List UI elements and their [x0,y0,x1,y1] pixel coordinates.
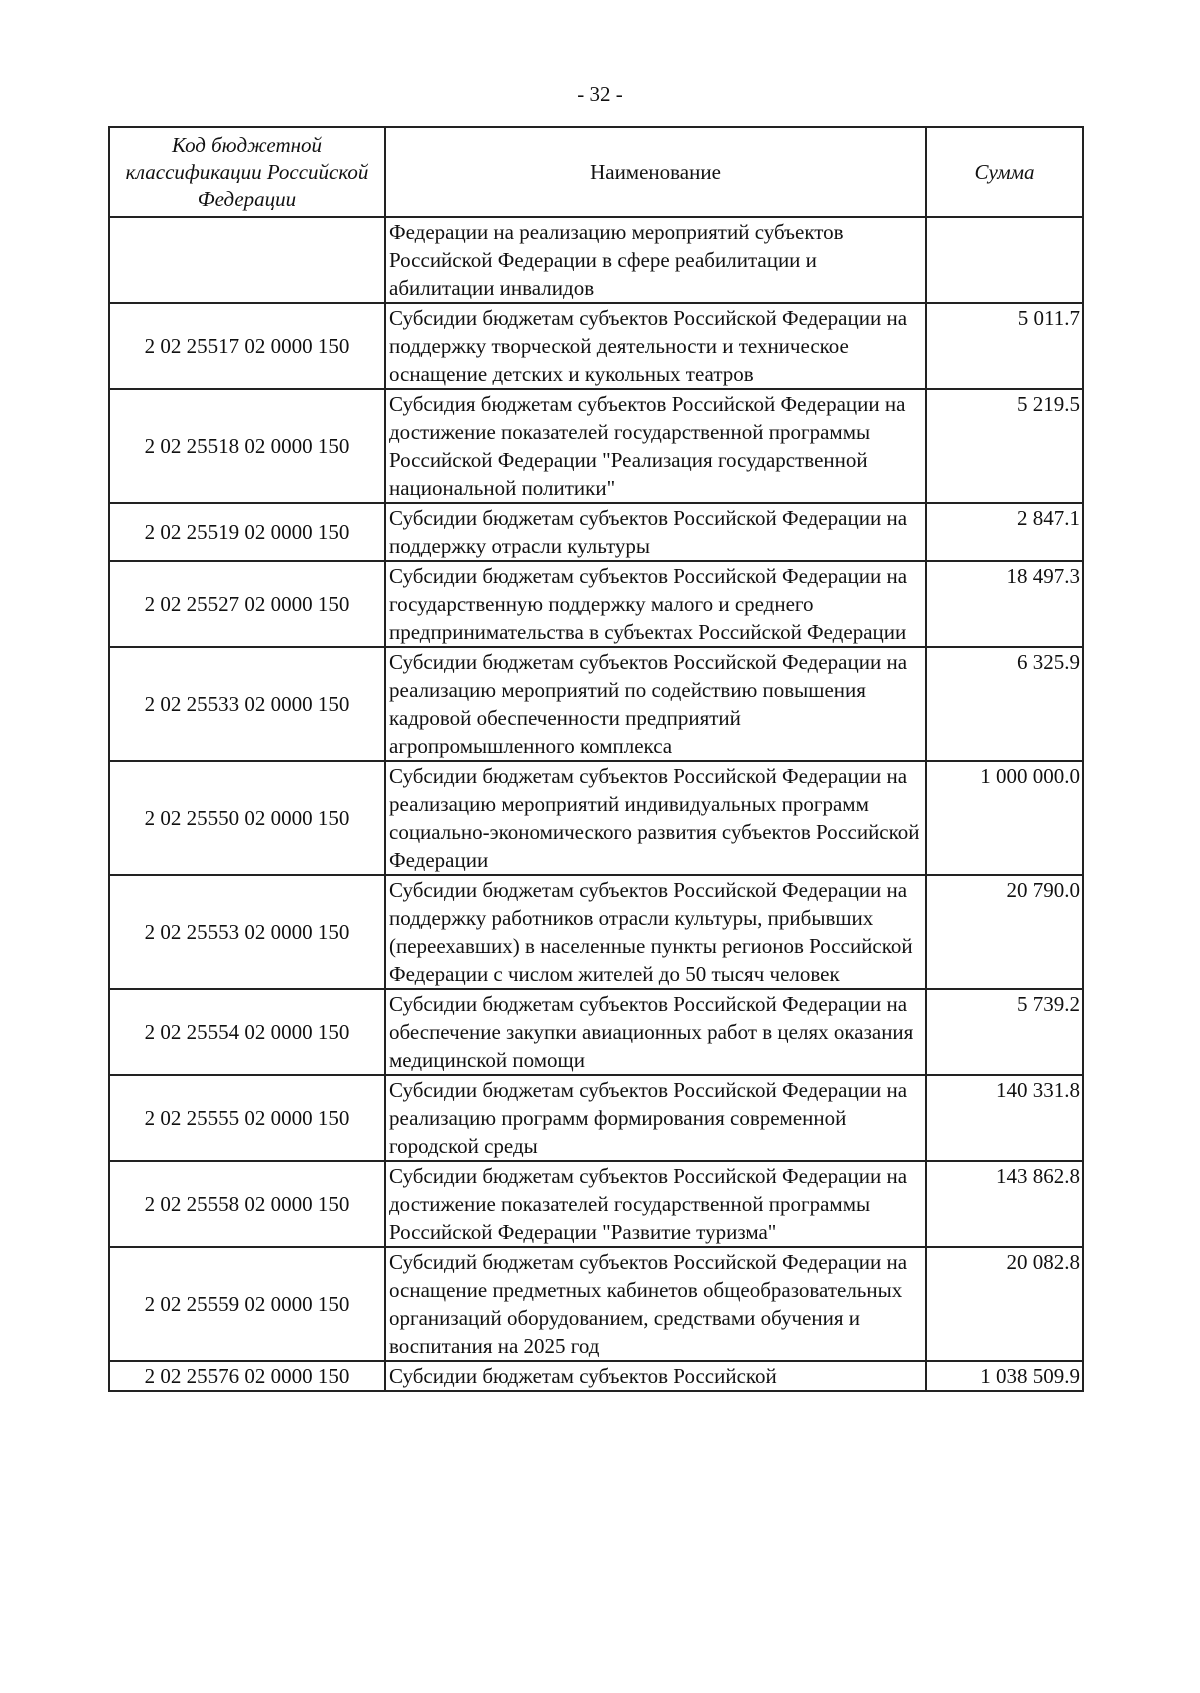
row-name: Субсидии бюджетам субъектов Российской Федерации на реализацию мероприятий индивидуальных программ социально-экономического развития субъектов Российской Федерации [385,761,926,875]
row-sum: 5 011.7 [926,303,1083,389]
row-sum: 1 038 509.9 [926,1361,1083,1391]
table-row [109,217,1083,303]
row-sum: 20 082.8 [926,1247,1083,1361]
table-row [109,875,1083,989]
table-row [109,1247,1083,1361]
row-code: 2 02 25558 02 0000 150 [109,1161,385,1247]
table-row [109,503,1083,561]
row-sum: 18 497.3 [926,561,1083,647]
row-code: 2 02 25553 02 0000 150 [109,875,385,989]
row-name: Субсидии бюджетам субъектов Российской [385,1361,926,1391]
row-name: Федерации на реализацию мероприятий субъектов Российской Федерации в сфере реабилитации и абилитации инвалидов [385,217,926,303]
header-sum: Сумма [926,127,1083,217]
row-sum: 20 790.0 [926,875,1083,989]
table-row [109,303,1083,389]
table-row [109,1075,1083,1161]
row-sum: 5 219.5 [926,389,1083,503]
row-code: 2 02 25519 02 0000 150 [109,503,385,561]
row-name: Субсидии бюджетам субъектов Российской Федерации на реализацию мероприятий по содействию повышения кадровой обеспеченности предприятий агропромышленного комплекса [385,647,926,761]
table-header-row [109,127,1083,217]
row-code: 2 02 25517 02 0000 150 [109,303,385,389]
table-row [109,761,1083,875]
row-name: Субсидии бюджетам субъектов Российской Федерации на реализацию программ формирования современной городской среды [385,1075,926,1161]
row-sum: 1 000 000.0 [926,761,1083,875]
row-sum: 2 847.1 [926,503,1083,561]
row-code: 2 02 25533 02 0000 150 [109,647,385,761]
table-row [109,989,1083,1075]
row-code: 2 02 25554 02 0000 150 [109,989,385,1075]
row-code: 2 02 25518 02 0000 150 [109,389,385,503]
row-name: Субсидии бюджетам субъектов Российской Федерации на государственную поддержку малого и среднего предпринимательства в субъектах Российской Федерации [385,561,926,647]
table-row [109,1361,1083,1391]
row-code: 2 02 25559 02 0000 150 [109,1247,385,1361]
row-sum: 140 331.8 [926,1075,1083,1161]
page-number: - 32 - [577,82,623,106]
header-code: Код бюджетной классификации Российской Федерации [109,127,385,217]
row-name: Субсидии бюджетам субъектов Российской Федерации на поддержку отрасли культуры [385,503,926,561]
header-name: Наименование [385,127,926,217]
row-sum [926,217,1083,303]
row-code: 2 02 25527 02 0000 150 [109,561,385,647]
budget-table [108,126,1084,1392]
row-name: Субсидии бюджетам субъектов Российской Федерации на поддержку работников отрасли культуры, прибывших (переехавших) в населенные пункты регионов Российской Федерации с числом жителей до 50 тысяч человек [385,875,926,989]
row-code [109,217,385,303]
row-sum: 143 862.8 [926,1161,1083,1247]
row-name: Субсидии бюджетам субъектов Российской Федерации на поддержку творческой деятельности и техническое оснащение детских и кукольных театров [385,303,926,389]
table-row [109,561,1083,647]
row-sum: 5 739.2 [926,989,1083,1075]
row-code: 2 02 25576 02 0000 150 [109,1361,385,1391]
row-sum: 6 325.9 [926,647,1083,761]
row-code: 2 02 25550 02 0000 150 [109,761,385,875]
table-row [109,647,1083,761]
table-row [109,1161,1083,1247]
row-name: Субсидии бюджетам субъектов Российской Федерации на достижение показателей государственной программы Российской Федерации "Развитие туризма" [385,1161,926,1247]
row-name: Субсидия бюджетам субъектов Российской Федерации на достижение показателей государственной программы Российской Федерации "Реализация государственной национальной политики" [385,389,926,503]
row-code: 2 02 25555 02 0000 150 [109,1075,385,1161]
row-name: Субсидий бюджетам субъектов Российской Федерации на оснащение предметных кабинетов общеобразовательных организаций оборудованием, средствами обучения и воспитания на 2025 год [385,1247,926,1361]
row-name: Субсидии бюджетам субъектов Российской Федерации на обеспечение закупки авиационных работ в целях оказания медицинской помощи [385,989,926,1075]
table-row [109,389,1083,503]
